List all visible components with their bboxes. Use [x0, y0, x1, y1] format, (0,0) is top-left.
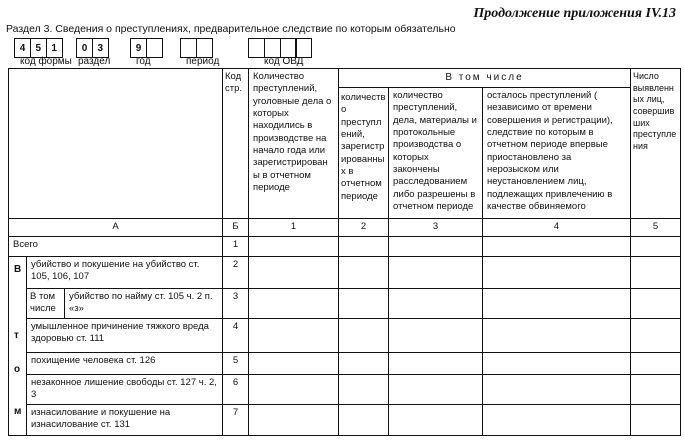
sub-label: В том числе — [27, 289, 65, 319]
table-row — [9, 237, 681, 257]
cell[interactable] — [631, 319, 681, 353]
letter-b: Б — [223, 219, 249, 237]
cell[interactable] — [483, 353, 631, 375]
section-code-digit[interactable]: 3 — [92, 38, 109, 58]
header-col5: Число выявленных лиц, совершивших преступления — [631, 69, 681, 219]
cell[interactable] — [631, 289, 681, 319]
ovd-code-digit[interactable] — [295, 38, 312, 58]
header-group: В том числе — [339, 69, 631, 88]
row-code: 7 — [223, 404, 249, 435]
ovd-code-digit[interactable] — [280, 38, 297, 58]
letter-a: А — [9, 219, 223, 237]
cell[interactable] — [389, 237, 483, 257]
ovd-code-group — [248, 38, 311, 67]
cell[interactable] — [389, 319, 483, 353]
row-code: 6 — [223, 375, 249, 405]
row-name: похищение человека ст. 126 — [27, 353, 223, 375]
row-name: Всего — [9, 237, 223, 257]
cell[interactable] — [483, 289, 631, 319]
period-digit[interactable] — [180, 38, 197, 58]
section-title: Раздел 3. Сведения о преступлениях, предварительное следствие по которым обязательно — [6, 23, 456, 35]
cell[interactable] — [631, 353, 681, 375]
row-code: 3 — [223, 289, 249, 319]
header-col3: количество преступлений, дела, материалы и протокольные производства о которых закончены расследованием либо разрешены в отчетном периоде — [389, 88, 483, 219]
cell[interactable] — [339, 319, 389, 353]
cell[interactable] — [339, 353, 389, 375]
cell[interactable] — [339, 237, 389, 257]
year-group — [130, 38, 162, 67]
letter-1: 1 — [249, 219, 339, 237]
period-group — [180, 38, 220, 67]
row-name: незаконное лишение свободы ст. 127 ч. 2, 3 — [27, 375, 223, 405]
header-a — [9, 69, 223, 219]
cell[interactable] — [339, 375, 389, 405]
period-digit[interactable] — [196, 38, 213, 58]
ovd-code-digit[interactable] — [264, 38, 281, 58]
form-code-digit[interactable]: 5 — [30, 38, 47, 58]
row-name: изнасилование и покушение на изнасилование ст. 131 — [27, 404, 223, 435]
cell[interactable] — [249, 375, 339, 405]
cell[interactable] — [483, 404, 631, 435]
letter-2: 2 — [339, 219, 389, 237]
year-label: год — [136, 56, 151, 67]
row-name: умышленное причинение тяжкого вреда здоровью ст. 111 — [27, 319, 223, 353]
cell[interactable] — [249, 237, 339, 257]
row-code: 1 — [223, 237, 249, 257]
row-name: убийство и покушение на убийство ст. 105, 106, 107 — [27, 257, 223, 289]
section-code-label: раздел — [78, 56, 111, 67]
side-letter: В — [14, 264, 22, 275]
letter-3: 3 — [389, 219, 483, 237]
cell[interactable] — [389, 289, 483, 319]
period-label: период — [186, 56, 220, 67]
cell[interactable] — [483, 319, 631, 353]
table-row — [9, 353, 681, 375]
table-row — [9, 289, 681, 319]
letter-4: 4 — [483, 219, 631, 237]
cell[interactable] — [389, 404, 483, 435]
cell[interactable] — [631, 404, 681, 435]
year-digit[interactable] — [146, 38, 163, 58]
side-letter: т — [14, 330, 19, 341]
ovd-code-digit[interactable] — [248, 38, 265, 58]
cell[interactable] — [339, 404, 389, 435]
cell[interactable] — [389, 353, 483, 375]
header-col2: количество преступлений, зарегистрированных в отчетном периоде — [339, 88, 389, 219]
cell[interactable] — [631, 375, 681, 405]
side-label — [9, 257, 27, 436]
cell[interactable] — [389, 257, 483, 289]
header-code: Код стр. — [223, 69, 249, 219]
cell[interactable] — [389, 375, 483, 405]
table-row — [9, 404, 681, 435]
cell[interactable] — [249, 319, 339, 353]
cell[interactable] — [483, 257, 631, 289]
cell[interactable] — [483, 237, 631, 257]
section-code-group — [76, 38, 111, 67]
header-col4: осталось преступлений ( независимо от времени совершения и регистрации), следствие по которым в отчетном периоде впервые приостановлено за нерозыском или неустановлением лиц, подлежащих привлечению в качестве обвиняемого — [483, 88, 631, 219]
table-row — [9, 257, 681, 289]
cell[interactable] — [339, 257, 389, 289]
row-code: 4 — [223, 319, 249, 353]
table-row — [9, 319, 681, 353]
cell[interactable] — [631, 237, 681, 257]
row-name: убийство по найму ст. 105 ч. 2 п. «з» — [65, 289, 223, 319]
letter-5: 5 — [631, 219, 681, 237]
header-col1: Количество преступлений, уголовные дела о которых находились в производстве на начало года или зарегистрированы в отчетном периоде — [249, 69, 339, 219]
cell[interactable] — [249, 289, 339, 319]
section-code-digit[interactable]: 0 — [76, 38, 93, 58]
cell[interactable] — [631, 257, 681, 289]
cell[interactable] — [483, 375, 631, 405]
table-row — [9, 375, 681, 405]
form-code-label: код формы — [20, 56, 72, 67]
row-code: 5 — [223, 353, 249, 375]
row-code: 2 — [223, 257, 249, 289]
cell[interactable] — [249, 353, 339, 375]
ovd-code-label: код ОВД — [264, 56, 304, 67]
side-letter: м — [14, 406, 22, 417]
form-code-digit[interactable]: 4 — [14, 38, 31, 58]
form-code-digit[interactable]: 1 — [46, 38, 63, 58]
cell[interactable] — [249, 257, 339, 289]
cell[interactable] — [339, 289, 389, 319]
appendix-title: Продолжение приложения IV.13 — [473, 6, 676, 21]
cell[interactable] — [249, 404, 339, 435]
crime-table — [8, 68, 681, 436]
form-code-group — [14, 38, 72, 67]
side-letter: о — [14, 364, 21, 375]
year-digit[interactable]: 9 — [130, 38, 147, 58]
